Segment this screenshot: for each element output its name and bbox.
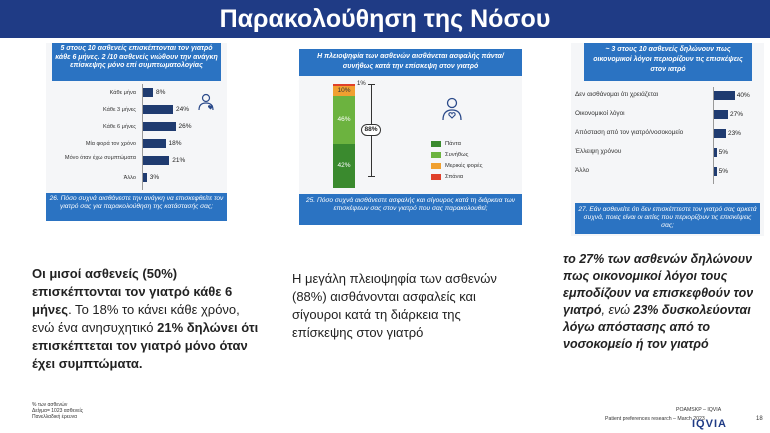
doctor-heart-icon [440, 96, 464, 127]
p2-segment-2: 46% [333, 96, 355, 144]
p1-bar-value: 26% [178, 123, 192, 130]
p2-bracket-label: 88% [361, 124, 381, 136]
p2-segment-4 [333, 84, 355, 86]
p3-bar-value: 40% [736, 92, 750, 99]
sample-note [32, 402, 83, 420]
p2-legend-label: Συνήθως [445, 151, 469, 158]
p3-bar-value: 5% [718, 168, 728, 175]
summary-text-barriers-normal: , ενώ [601, 303, 634, 317]
p3-bar-value: 27% [730, 111, 744, 118]
iqvia-logo: IQVIA [692, 418, 727, 430]
summary-text-visit-frequency [32, 265, 262, 373]
p1-bar [143, 173, 147, 182]
p1-bar-label: Μία φορά τον χρόνο [85, 141, 136, 147]
sample-note-line2: Δείγμα= 1023 ασθενείς [32, 408, 84, 414]
p1-bar-label: Άλλο [123, 175, 136, 181]
p3-bar-label: Απόσταση από τον γιατρό/νοσοκομείο [575, 129, 684, 136]
panel-header-safety: Η πλειοψηφία των ασθενών αισθάνεται ασφαλής πάντα/συνήθως κατά την επίσκεψη στον γιατρό [299, 49, 522, 76]
summary-text-safety: Η μεγάλη πλειοψηφία των ασθενών (88%) αισθάνονται ασφαλείς και σίγουροι κατά τη διάρκεια της επίσκεψης στον γιατρό [292, 271, 497, 340]
p1-bar [143, 88, 153, 97]
p1-bar [143, 105, 173, 114]
p1-bar [143, 139, 166, 148]
panel-footer-visit-frequency: 26. Πόσο συχνά αισθάνεστε την ανάγκη να επισκεφθείτε τον γιατρό σας για παρακολούθηση της κατάστασής σας; [46, 193, 227, 221]
p1-bar-value: 3% [149, 174, 160, 181]
p3-bar-label: Δεν αισθάνομαι ότι χρειάζεται [575, 91, 659, 98]
p3-bar [714, 129, 726, 138]
summary-text-visit-frequency-bold2: 21% δηλώνει ότι επισκέπτεται τον γιατρό μόνο όταν έχει συμπτώματα. [32, 320, 259, 371]
p2-legend-swatch [431, 152, 441, 158]
p2-bracket-cap-top [368, 84, 375, 85]
summary-text-visit-frequency-normal: . Το 18% το κάνει κάθε χρόνο, ενώ ένα ανησυχητικό [32, 302, 240, 335]
summary-text-barriers-bold2: 23% δυσκολεύονται λόγω απόστασης από το νοσοκομείο ή τον γιατρό [563, 303, 751, 351]
page-title: Παρακολούθηση της Νόσου [219, 5, 551, 33]
p3-bar-label: Οικονομικοί λόγοι [575, 110, 625, 117]
p3-bar-label: Άλλο [575, 167, 590, 174]
p2-legend-label: Μερικές φορές [445, 162, 483, 169]
p2-segment-1: 42% [333, 144, 355, 188]
p1-bar-label: Κάθε 3 μήνες [102, 107, 136, 113]
footer-research: Patient preferences research – March 2023 [605, 416, 705, 422]
p2-legend-label: Πάντα [445, 140, 461, 147]
p3-bar [714, 91, 735, 100]
p2-legend-swatch [431, 174, 441, 180]
sample-note-line3: Πανελλαδική έρευνα [32, 414, 78, 420]
p3-bar-label: Έλλειψη χρόνου [575, 148, 622, 155]
p3-bar [714, 167, 717, 176]
p3-bar [714, 110, 728, 119]
stacked-bar-safety [299, 78, 522, 194]
footer-page-number: 18 [756, 416, 763, 422]
footer-source: POAMSKP – IQVIA [676, 407, 722, 413]
p2-legend-label: Σπάνια [445, 173, 464, 180]
summary-text-barriers-bold1: το 27% των ασθενών δηλώνουν πως οικονομικοί λόγοι τους εμποδίζουν να επισκεφθούν τον γιατρό [563, 252, 754, 317]
p1-bar-label: Μόνο όταν έχω συμπτώματα [64, 155, 136, 161]
p1-bar-value: 24% [176, 106, 190, 113]
bar-chart-barriers [571, 84, 764, 200]
summary-text-barriers [563, 251, 763, 353]
panel-header-visit-frequency: 5 στους 10 ασθενείς επισκέπτονται τον γιατρό κάθε 6 μήνες. 2 /10 ασθενείς νιώθουν την ανάγκη επίσκεψης μόνο επί συμπτωματολογίας [52, 43, 221, 81]
p3-bar-value: 5% [718, 149, 728, 156]
panel-header-barriers: ~ 3 στους 10 ασθενείς δηλώνουν πως οικονομικοί λόγοι περιορίζουν τις επισκέψεις στον ιατρό [584, 43, 752, 81]
panel-footer-barriers: 27. Εάν ασθενείτε ότι δεν επισκέπτεστε τον γιατρό σας αρκετά συχνά, ποιες είναι οι αιτίες που περιορίζουν τις επισκέψεις σας; [575, 203, 760, 234]
p3-bar [714, 148, 717, 157]
p1-bar-value: 21% [172, 157, 186, 164]
p1-bar-value: 8% [156, 89, 166, 96]
p3-bar-value: 23% [727, 130, 741, 137]
p1-bar [143, 122, 176, 131]
p1-bar-label: Κάθε 6 μήνες [102, 124, 136, 130]
p1-bar [143, 156, 169, 165]
p2-legend-swatch [431, 163, 441, 169]
panel-footer-safety: 25. Πόσο συχνά αισθάνεστε ασφαλής και σίγουρος κατά τη διάρκεια των επισκέψεων σας στον γιατρό που σας παρακολουθεί; [299, 194, 522, 225]
p1-bar-value: 18% [168, 140, 182, 147]
p2-segment-value: 1% [357, 81, 366, 87]
summary-text-visit-frequency-bold1: Οι μισοί ασθενείς (50%) επισκέπτονται τον γιατρό κάθε 6 μήνες [32, 266, 233, 317]
p2-segment-3: 10% [333, 86, 355, 96]
sample-note-line1: % των ασθενών [32, 402, 68, 408]
p2-bracket-cap-bottom [368, 176, 375, 177]
p1-bar-label: Κάθε μήνα [109, 90, 136, 96]
person-heart-icon [196, 92, 216, 117]
p2-legend-swatch [431, 141, 441, 147]
